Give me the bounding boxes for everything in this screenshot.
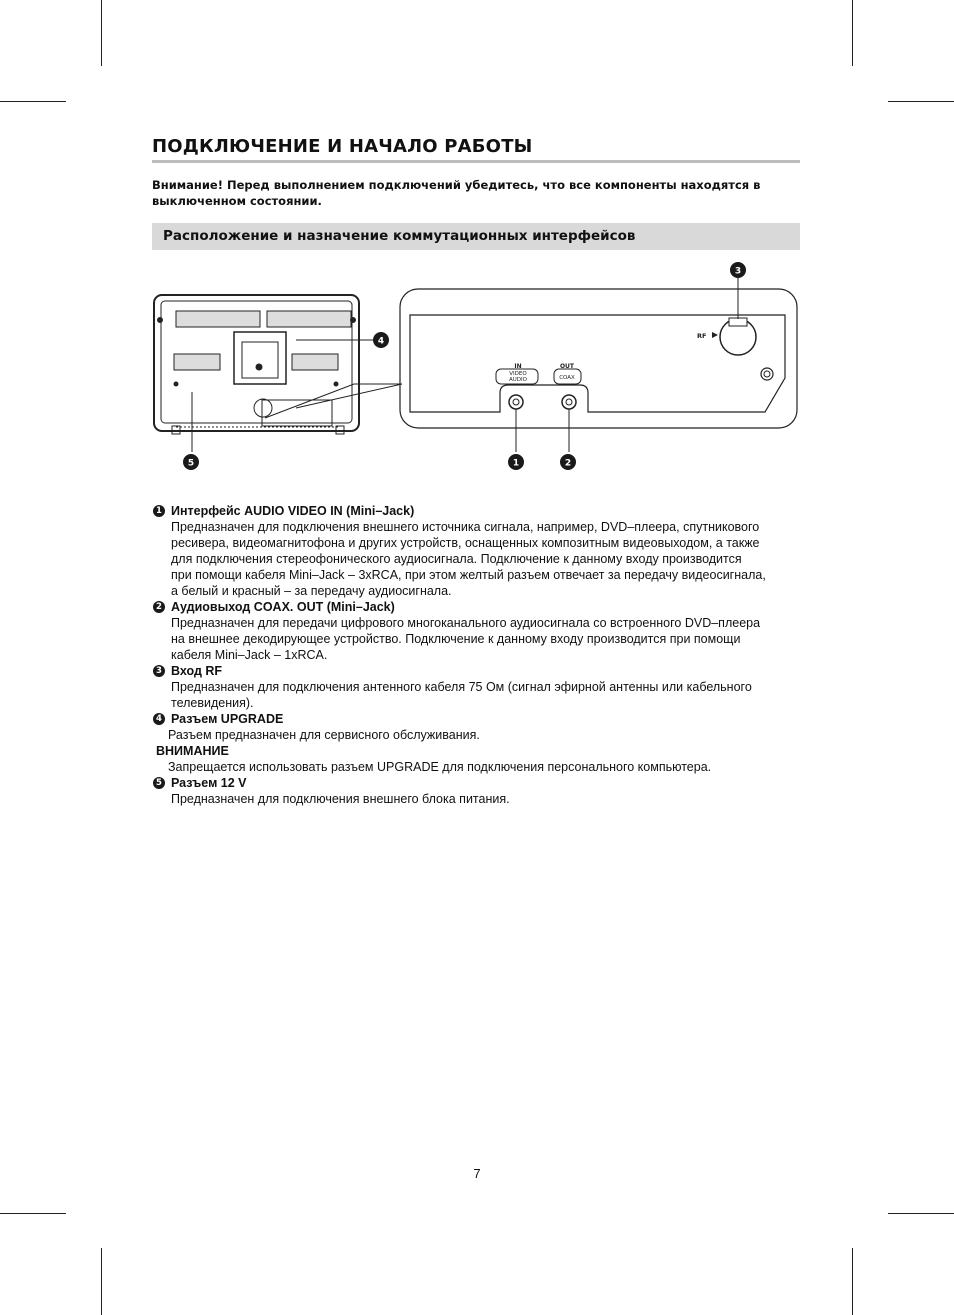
section-heading: Расположение и назначение коммутационных интерфейсов [163, 228, 636, 244]
in-label: IN [514, 363, 522, 370]
video-audio-label-2: AUDIO [509, 377, 527, 383]
page-number: 7 [473, 1166, 481, 1181]
upgrade-warning-title: ВНИМАНИЕ [156, 744, 229, 758]
coax-label: COAX [559, 375, 575, 381]
list-item [153, 599, 813, 663]
item-number-badge: 5 [153, 777, 165, 789]
item-text-line: Предназначен для подключения внешнего блока питания. [171, 792, 510, 806]
item-text-line: на внешнее декодирующее устройство. Подключение к данному входу производится при помощи [171, 632, 741, 646]
out-label: OUT [559, 363, 575, 370]
item-text-line: ресивера, видеомагнитофона и других устройств, оснащенных композитным видеовыходом, а также [171, 536, 760, 550]
item-number-badge: 4 [153, 713, 165, 725]
rf-label: RF [697, 332, 707, 340]
page-title: ПОДКЛЮЧЕНИЕ И НАЧАЛО РАБОТЫ [152, 136, 533, 157]
list-item [153, 663, 813, 711]
callout-1-label: 1 [512, 458, 520, 469]
callout-4-label: 4 [377, 336, 385, 347]
item-text-line: а белый и красный – за передачу аудиосигнала. [171, 584, 452, 598]
connection-warning: Внимание! Перед выполнением подключений убедитесь, что все компоненты находятся в выключенном состоянии. [152, 178, 761, 208]
item-heading: Разъем 12 V [171, 776, 247, 790]
callout-5-label: 5 [187, 458, 195, 469]
item-number-badge: 3 [153, 665, 165, 677]
item-text-line: кабеля Mini–Jack – 1хRCA. [171, 648, 328, 662]
item-text-line: Предназначен для подключения антенного кабеля 75 Ом (сигнал эфирной антенны или кабельного [171, 680, 752, 694]
interface-list [153, 503, 813, 807]
item-number-badge: 2 [153, 601, 165, 613]
item-heading: Вход RF [171, 664, 223, 678]
video-audio-label: VIDEO [509, 371, 527, 377]
callout-2-label: 2 [564, 458, 572, 469]
list-item [153, 775, 813, 807]
upgrade-warning-text: Запрещается использовать разъем UPGRADE для подключения персонального компьютера. [168, 760, 712, 774]
item-text-line: телевидения). [171, 696, 254, 710]
list-item [153, 711, 813, 775]
connector-diagram [0, 0, 954, 500]
crop-mark [101, 1248, 102, 1315]
device-rear-view [154, 295, 359, 434]
item-text-line: для подключения стереофонического аудиосигнала. Подключение к данному входу производится [171, 552, 742, 566]
crop-mark [0, 1213, 66, 1214]
crop-mark [852, 1248, 853, 1315]
item-text-line: Предназначен для подключения внешнего источника сигнала, например, DVD–плеера, спутникового [171, 520, 760, 534]
list-item [153, 503, 813, 599]
item-heading: Аудиовыход COAX. OUT (Mini–Jack) [171, 600, 395, 614]
item-number-badge: 1 [153, 505, 165, 517]
crop-mark [888, 1213, 954, 1214]
item-text-line: при помощи кабеля Mini–Jack – 3хRCA, при этом желтый разъем отвечает за передачу видеосигнала, [171, 568, 766, 582]
item-text-line: Разъем предназначен для сервисного обслуживания. [168, 728, 480, 742]
item-heading: Интерфейс AUDIO VIDEO IN (Mini–Jack) [171, 504, 415, 518]
zoom-panel [400, 289, 797, 428]
callout-3-label: 3 [734, 266, 742, 277]
item-text-line: Предназначен для передачи цифрового многоканального аудиосигнала со встроенного DVD–плеера [171, 616, 761, 630]
item-heading: Разъем UPGRADE [171, 712, 284, 726]
